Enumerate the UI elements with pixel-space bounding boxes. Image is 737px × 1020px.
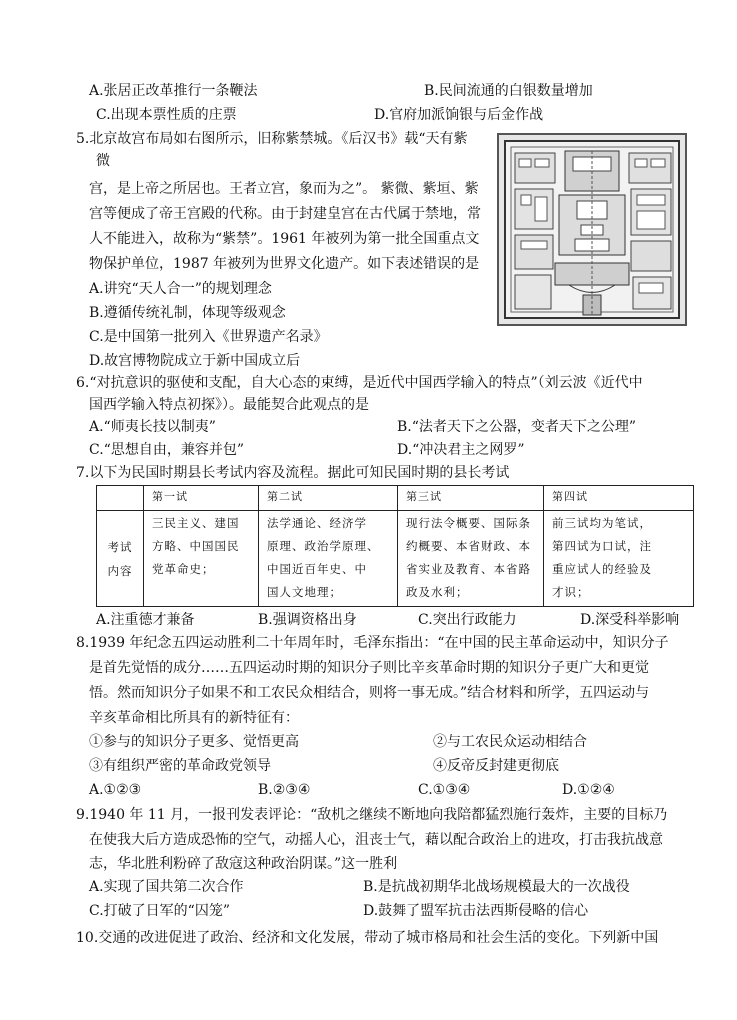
table-cell-round-4 [544, 511, 694, 607]
cell-line: 前三试均为笔试， [552, 516, 652, 530]
cell-line: 法学通论、经济学 [267, 516, 367, 530]
cell-line: 原理、政治学原理、 [267, 539, 380, 553]
q5-stem-line-5: 人不能进入，故称为“紫禁”。1961 年被列为第一批全国重点文 [89, 231, 480, 247]
table-cell-round-1 [144, 511, 259, 607]
cell-line: 中国近百年史、中 [267, 562, 367, 576]
q8-item-4: ④反帝反封建更彻底 [433, 758, 559, 774]
q8-item-3: ③有组织严密的革命政党领导 [89, 758, 271, 774]
q8-stem-line-3: 悟。然而知识分子如果不和工农民众相结合，则将一事无成。”结合材料和所学，五四运动与 [89, 685, 650, 701]
table-header-round-2: 第二试 [259, 486, 398, 511]
q4-option-d: D.官府加派饷银与后金作战 [374, 107, 544, 123]
q7-option-d: D.深受科举影响 [580, 612, 680, 628]
row-header-line: 内容 [107, 563, 133, 578]
q8-item-1: ①参与的知识分子更多、觉悟更高 [89, 734, 299, 750]
q6-stem-line-2: 国西学输入特点初探》）。最能契合此观点的是 [89, 397, 369, 413]
q9-option-d: D.鼓舞了盟军抗击法西斯侵略的信心 [363, 903, 589, 919]
q9-option-a: A.实现了国共第二次合作 [89, 879, 244, 895]
q9-option-c: C.打破了日军的“囚笼” [89, 903, 230, 919]
cell-line: 方略、中国国民 [152, 539, 240, 553]
q6-option-d: D.“冲决君主之网罗” [397, 442, 525, 458]
q5-stem-line-1: 5.北京故宫布局如右图所示，旧称紫禁城。《后汉书》载“天有紫 [76, 131, 468, 147]
cell-line: 约概要、本省财政、本 [406, 539, 531, 553]
q5-option-b: B.遵循传统礼制，体现等级观念 [89, 305, 286, 321]
cell-line: 第四试为口试，注 [552, 539, 652, 553]
cell-line: 现行法令概要、国际条 [406, 516, 531, 530]
q5-option-a: A.讲究“天人合一”的规划理念 [89, 281, 272, 297]
q7-option-c: C.突出行政能力 [418, 612, 517, 628]
q8-stem-line-4: 辛亥革命相比所具有的新特征有： [89, 710, 299, 726]
q8-stem-line-1: 8.1939 年纪念五四运动胜利二十年周年时，毛泽东指出：“在中国的民主革命运动中，知识分子 [76, 635, 669, 651]
table-header-round-3: 第三试 [398, 486, 544, 511]
q7-option-b: B.强调资格出身 [258, 612, 357, 628]
q6-option-b: B.“法者天下之公器，变者天下之公理” [397, 419, 637, 435]
forbidden-city-map [497, 133, 687, 326]
q8-option-a: A.①②③ [89, 782, 142, 798]
table-cell-round-2 [259, 511, 398, 607]
q7-stem: 7.以下为民国时期县长考试内容及流程。据此可知民国时期的县长考试 [76, 465, 510, 481]
q8-option-c: C.①③④ [418, 782, 471, 798]
q6-option-c: C.“思想自由，兼容并包” [89, 442, 244, 458]
q8-stem-line-2: 是首先觉悟的成分……五四运动时期的知识分子则比辛亥革命时期的知识分子更广大和更觉 [89, 660, 649, 676]
county-exam-table [96, 485, 694, 607]
q5-option-d: D.故宫博物院成立于新中国成立后 [89, 353, 301, 369]
q9-option-b: B.是抗战初期华北战场规模最大的一次战役 [363, 879, 630, 895]
q4-option-b: B.民间流通的白银数量增加 [424, 83, 593, 99]
cell-line: 国人文地理； [267, 585, 342, 599]
cell-line: 三民主义、建国 [152, 516, 240, 530]
q4-option-c: C.出现本票性质的庄票 [96, 107, 237, 123]
q6-stem-line-1: 6.“对抗意识的驱使和支配，自大心态的束缚，是近代中国西学输入的特点”（刘云波《近代中 [76, 375, 643, 391]
cell-line: 政及水利； [406, 585, 469, 599]
q8-option-d: D.①②④ [562, 782, 615, 798]
cell-line: 才识； [552, 585, 590, 599]
table-corner [97, 486, 144, 511]
table-row-header [97, 511, 144, 607]
q9-stem-line-3: 志，华北胜利粉碎了敌寇这种政治阴谋。”这一胜利 [89, 856, 398, 872]
q10-stem-line-1: 10.交通的改进促进了政治、经济和文化发展，带动了城市格局和社会生活的变化。下列新中国 [76, 930, 659, 946]
q4-option-a: A.张居正改革推行一条鞭法 [89, 83, 258, 99]
q5-stem-line-6: 物保护单位，1987 年被列为世界文化遗产。如下表述错误的是 [89, 256, 480, 272]
q5-option-c: C.是中国第一批列入《世界遗产名录》 [89, 329, 328, 345]
q9-stem-line-2: 在使我大后方造成恐怖的空气，动摇人心，沮丧士气，藉以配合政治上的进攻，打击我抗战意 [89, 832, 663, 848]
q5-stem-line-4: 宫等便成了帝王宫殿的代称。由于封建皇宫在古代属于禁地，常 [89, 206, 481, 222]
q5-stem-line-2: 微 [96, 153, 110, 169]
cell-line: 重应试人的经验及 [552, 562, 652, 576]
q8-option-b: B.②③④ [258, 782, 311, 798]
q9-stem-line-1: 9.1940 年 11 月，一报刊发表评论：“敌机之继续不断地向我陪都猛烈施行轰炸，主要的目标乃 [76, 807, 668, 823]
q8-item-2: ②与工农民众运动相结合 [433, 734, 587, 750]
cell-line: 省实业及教育、本省路 [406, 562, 531, 576]
cell-line: 党革命史； [152, 562, 215, 576]
palace-plan-drawing [499, 135, 685, 324]
q7-option-a: A.注重德才兼备 [96, 612, 195, 628]
table-header-round-1: 第一试 [144, 486, 259, 511]
q5-stem-line-3: 宫，是上帝之所居也。王者立宫，象而为之”。 紫微、紫垣、紫 [89, 181, 479, 197]
table-cell-round-3 [398, 511, 544, 607]
row-header-line: 考试 [107, 539, 133, 554]
table-header-round-4: 第四试 [544, 486, 694, 511]
q6-option-a: A.“师夷长技以制夷” [89, 419, 216, 435]
